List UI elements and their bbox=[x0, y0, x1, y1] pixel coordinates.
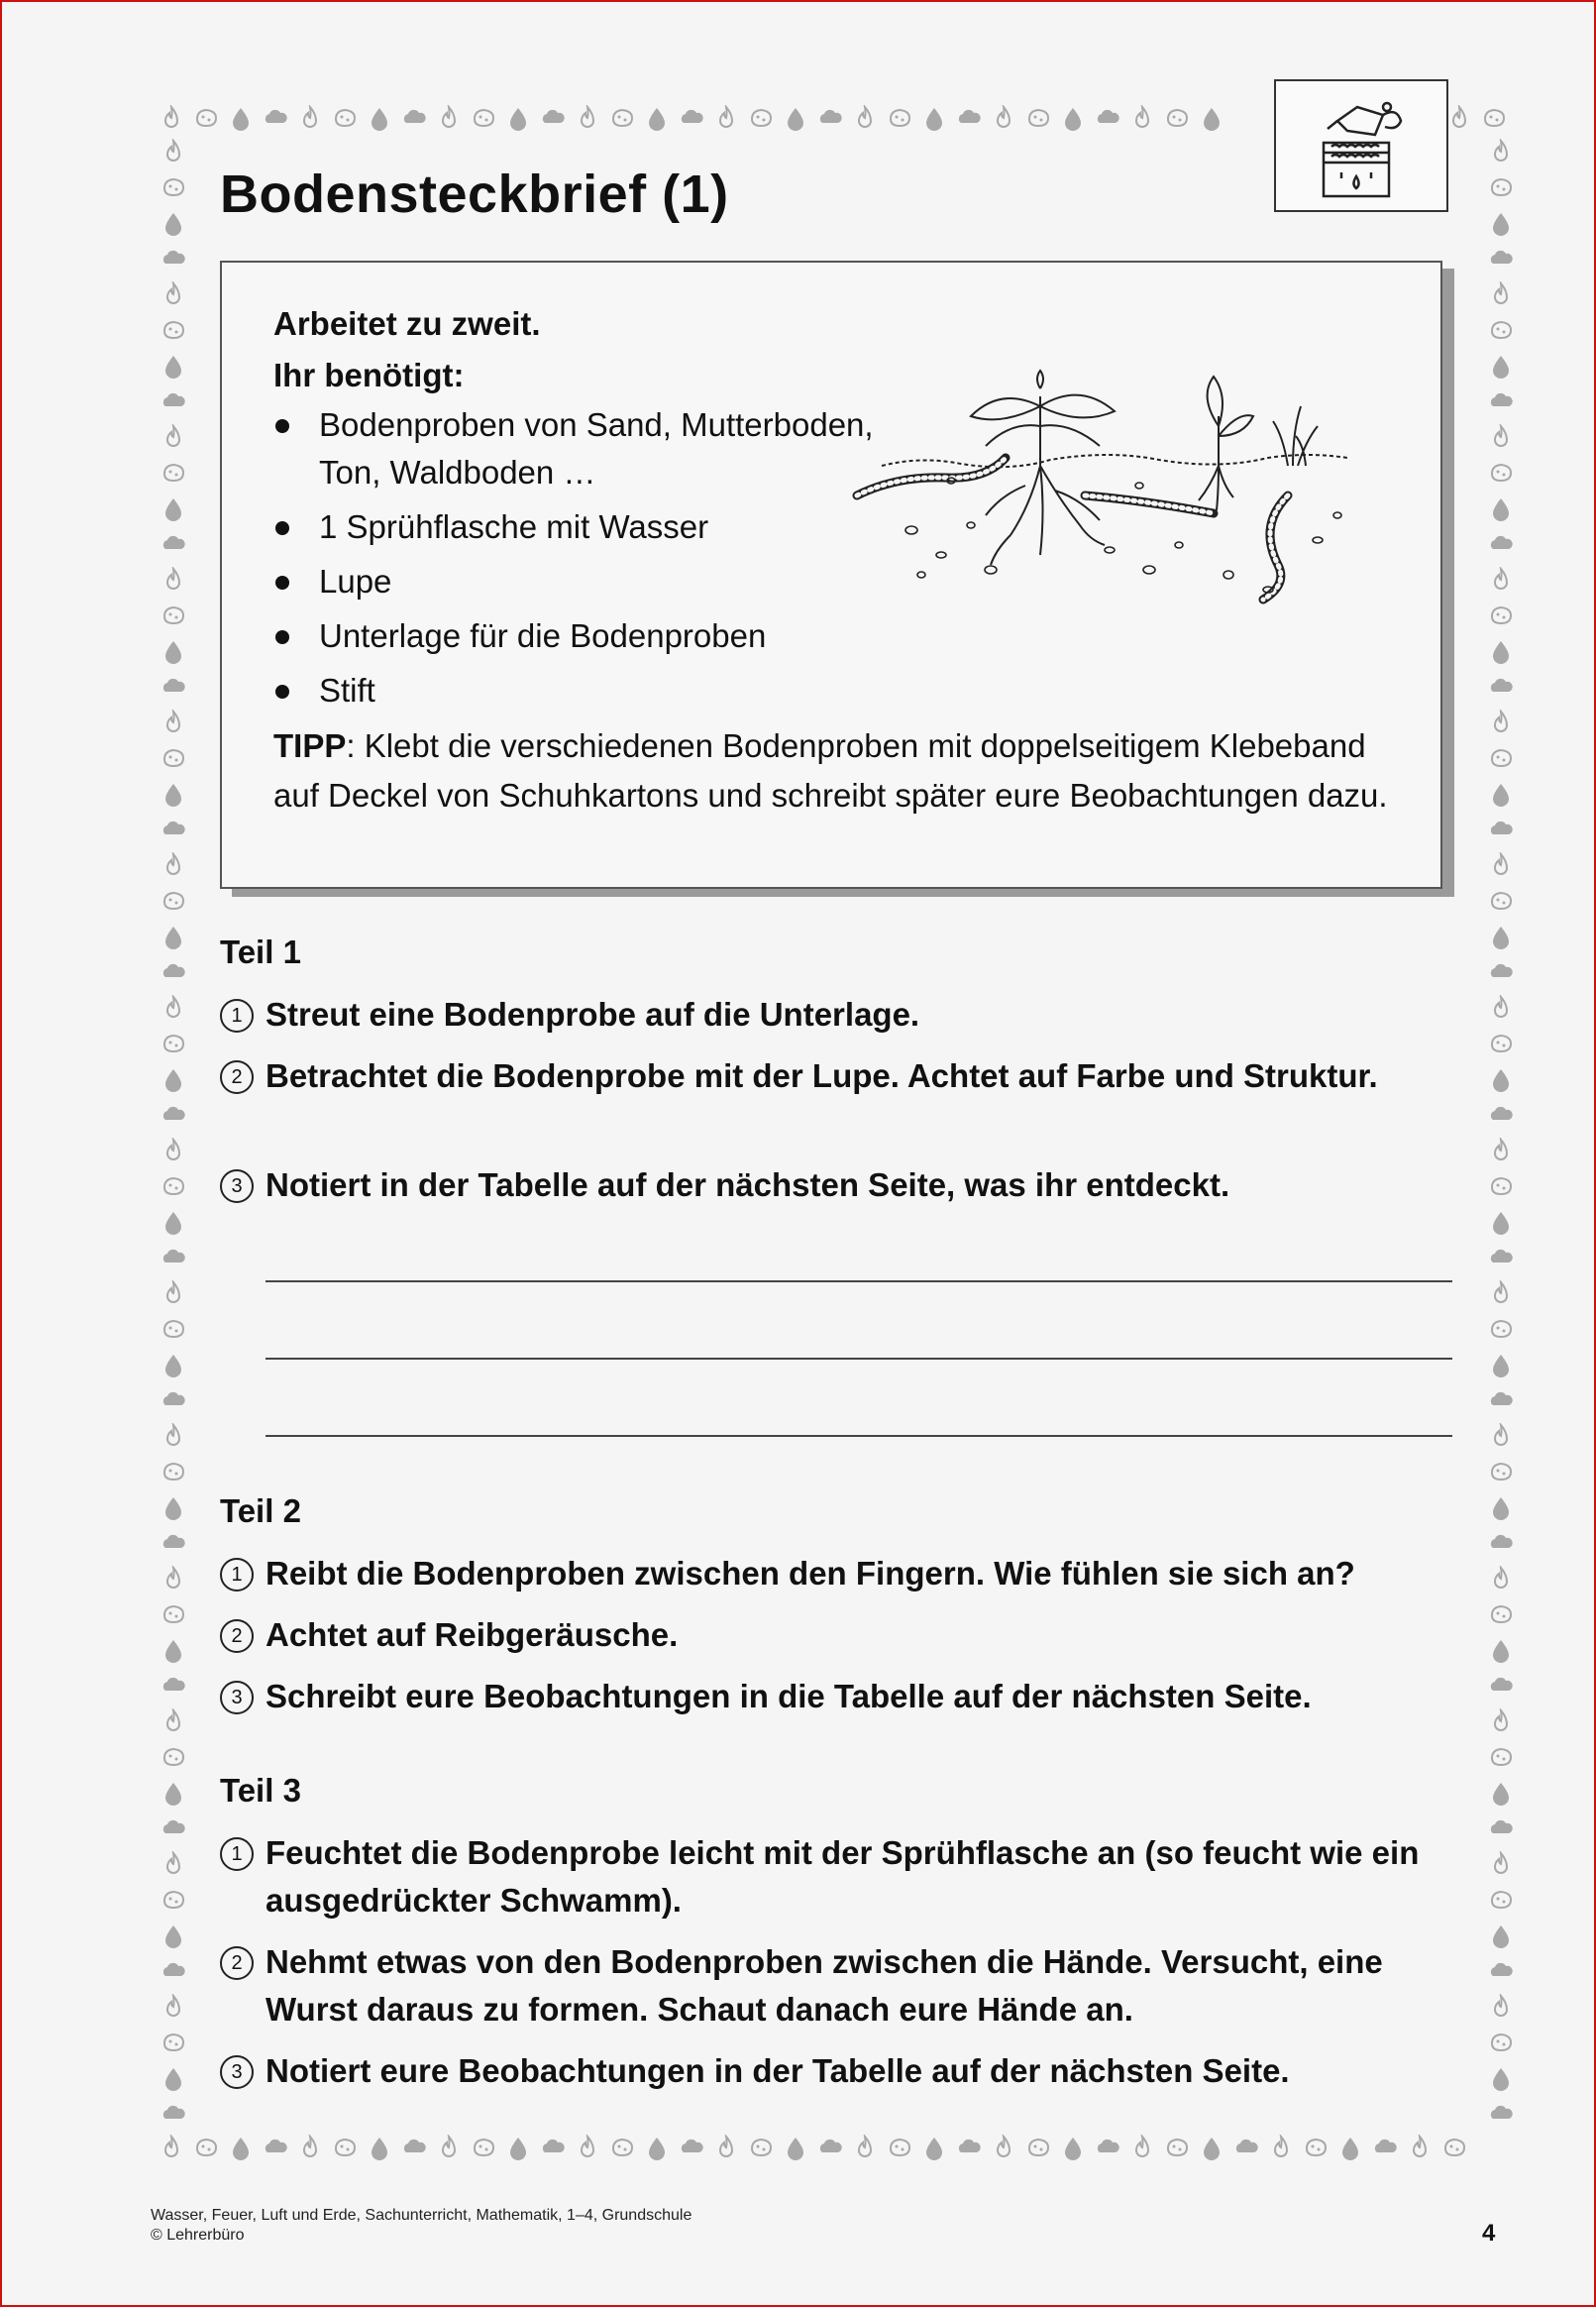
border-left bbox=[154, 139, 193, 2131]
watering-can-soil-icon bbox=[1276, 81, 1446, 210]
flame-icon bbox=[159, 2135, 184, 2160]
flame-icon bbox=[575, 2135, 600, 2160]
stone-icon bbox=[160, 174, 186, 200]
drop-icon bbox=[1488, 1922, 1514, 1948]
drop-icon bbox=[1199, 105, 1224, 131]
cloud-icon bbox=[160, 1387, 186, 1413]
flame-icon bbox=[1488, 1566, 1514, 1592]
drop-icon bbox=[1488, 1494, 1514, 1520]
flame-icon bbox=[160, 1566, 186, 1592]
flame-icon bbox=[297, 105, 323, 131]
footer-source-line2: © Lehrerbüro bbox=[151, 2227, 245, 2244]
step-number-icon: 1 bbox=[220, 1558, 254, 1592]
drop-icon bbox=[783, 105, 808, 131]
cloud-icon bbox=[401, 105, 427, 131]
cloud-icon bbox=[160, 817, 186, 842]
footer-source bbox=[151, 2206, 692, 2246]
teil1-step-2: 2 Betrachtet die Bodenprobe mit der Lupe. Achtet auf Farbe und Struktur. bbox=[220, 1052, 1448, 1100]
cloud-icon bbox=[263, 105, 288, 131]
cloud-icon bbox=[1095, 105, 1120, 131]
drop-icon bbox=[367, 2135, 392, 2160]
stone-icon bbox=[1025, 105, 1051, 131]
step-number-icon: 2 bbox=[220, 1946, 254, 1980]
tip-label: TIPP bbox=[273, 727, 347, 764]
drop-icon bbox=[160, 1637, 186, 1663]
drop-icon bbox=[228, 105, 254, 131]
flame-icon bbox=[713, 105, 739, 131]
drop-icon bbox=[160, 924, 186, 949]
drop-icon bbox=[1488, 924, 1514, 949]
stone-icon bbox=[1488, 1031, 1514, 1056]
cloud-icon bbox=[1488, 674, 1514, 700]
flame-icon bbox=[1488, 1423, 1514, 1449]
cloud-icon bbox=[263, 2135, 288, 2160]
flame-icon bbox=[852, 105, 878, 131]
soil-plants-worms-illustration bbox=[852, 367, 1367, 604]
drop-icon bbox=[160, 1922, 186, 1948]
border-bottom bbox=[159, 2129, 1526, 2166]
drop-icon bbox=[1488, 781, 1514, 807]
cloud-icon bbox=[956, 2135, 982, 2160]
drop-icon bbox=[1488, 2065, 1514, 2091]
stone-icon bbox=[160, 1173, 186, 1199]
flame-icon bbox=[1129, 105, 1155, 131]
cloud-icon bbox=[1233, 2135, 1259, 2160]
flame-icon bbox=[991, 2135, 1016, 2160]
flame-icon bbox=[160, 1708, 186, 1734]
drop-icon bbox=[367, 105, 392, 131]
drop-icon bbox=[505, 2135, 531, 2160]
drop-icon bbox=[505, 105, 531, 131]
drop-icon bbox=[160, 1780, 186, 1806]
stone-icon bbox=[160, 1887, 186, 1913]
drop-icon bbox=[1488, 1209, 1514, 1235]
stone-icon bbox=[471, 105, 496, 131]
stone-icon bbox=[1488, 888, 1514, 914]
flame-icon bbox=[1488, 1138, 1514, 1163]
stone-icon bbox=[609, 105, 635, 131]
bullet-icon bbox=[275, 576, 289, 590]
border-right bbox=[1481, 139, 1521, 2131]
stone-icon bbox=[748, 105, 774, 131]
flame-icon bbox=[297, 2135, 323, 2160]
stone-icon bbox=[887, 2135, 912, 2160]
cloud-icon bbox=[1488, 1815, 1514, 1841]
step-number-icon: 2 bbox=[220, 1619, 254, 1653]
drop-icon bbox=[160, 2065, 186, 2091]
drop-icon bbox=[160, 638, 186, 664]
stone-icon bbox=[1441, 2135, 1467, 2160]
bullet-icon bbox=[275, 521, 289, 535]
stone-icon bbox=[1488, 603, 1514, 628]
cloud-icon bbox=[679, 2135, 704, 2160]
drop-icon bbox=[1060, 2135, 1086, 2160]
stone-icon bbox=[609, 2135, 635, 2160]
stone-icon bbox=[1488, 1459, 1514, 1484]
answer-line[interactable] bbox=[266, 1280, 1452, 1282]
border-top bbox=[159, 99, 1258, 137]
drop-icon bbox=[160, 353, 186, 379]
bullet-icon bbox=[275, 419, 289, 433]
drop-icon bbox=[783, 2135, 808, 2160]
drop-icon bbox=[1488, 1780, 1514, 1806]
cloud-icon bbox=[160, 1958, 186, 1984]
drop-icon bbox=[1060, 105, 1086, 131]
bullet-icon bbox=[275, 685, 289, 699]
flame-icon bbox=[1488, 995, 1514, 1021]
cloud-icon bbox=[679, 105, 704, 131]
stone-icon bbox=[160, 888, 186, 914]
step-number-icon: 3 bbox=[220, 2055, 254, 2089]
flame-icon bbox=[436, 105, 462, 131]
stone-icon bbox=[332, 2135, 358, 2160]
stone-icon bbox=[160, 317, 186, 343]
stone-icon bbox=[1481, 105, 1507, 131]
teil2-heading: Teil 2 bbox=[220, 1492, 301, 1529]
flame-icon bbox=[1488, 424, 1514, 450]
page-number: 4 bbox=[1482, 2220, 1496, 2247]
drop-icon bbox=[1488, 1352, 1514, 1377]
flame-icon bbox=[160, 710, 186, 735]
teil1-step-3: 3 Notiert in der Tabelle auf der nächsten Seite, was ihr entdeckt. bbox=[220, 1161, 1468, 1209]
flame-icon bbox=[160, 424, 186, 450]
list-item: Unterlage für die Bodenproben bbox=[273, 612, 1413, 660]
list-item: Bodenproben von Sand, Mutterboden, Ton, Waldboden … bbox=[273, 401, 913, 496]
teil3-heading: Teil 3 bbox=[220, 1772, 301, 1809]
cloud-icon bbox=[160, 1673, 186, 1699]
cloud-icon bbox=[160, 1815, 186, 1841]
drop-icon bbox=[921, 105, 947, 131]
flame-icon bbox=[1268, 2135, 1294, 2160]
cloud-icon bbox=[1488, 1530, 1514, 1556]
step-number-icon: 2 bbox=[220, 1060, 254, 1094]
flame-icon bbox=[1488, 852, 1514, 878]
cloud-icon bbox=[1488, 1958, 1514, 1984]
cloud-icon bbox=[160, 959, 186, 985]
step-number-icon: 1 bbox=[220, 1837, 254, 1871]
list-item: Stift bbox=[273, 667, 1413, 714]
stone-icon bbox=[160, 603, 186, 628]
stone-icon bbox=[193, 105, 219, 131]
flame-icon bbox=[160, 1994, 186, 2020]
cloud-icon bbox=[160, 1530, 186, 1556]
stone-icon bbox=[887, 105, 912, 131]
drop-icon bbox=[160, 495, 186, 521]
list-item: Lupe bbox=[273, 558, 1413, 605]
drop-icon bbox=[160, 1066, 186, 1092]
cloud-icon bbox=[160, 531, 186, 557]
cloud-icon bbox=[1488, 1387, 1514, 1413]
cloud-icon bbox=[1488, 1673, 1514, 1699]
stone-icon bbox=[160, 460, 186, 486]
flame-icon bbox=[159, 105, 184, 131]
answer-line[interactable] bbox=[266, 1435, 1452, 1437]
flame-icon bbox=[852, 2135, 878, 2160]
stone-icon bbox=[471, 2135, 496, 2160]
cloud-icon bbox=[1095, 2135, 1120, 2160]
drop-icon bbox=[160, 210, 186, 236]
corner-icon-box bbox=[1274, 79, 1448, 212]
flame-icon bbox=[575, 105, 600, 131]
stone-icon bbox=[1488, 460, 1514, 486]
drop-icon bbox=[1488, 1637, 1514, 1663]
drop-icon bbox=[644, 2135, 670, 2160]
intro-text: Arbeitet zu zweit. bbox=[273, 305, 541, 342]
teil1-step-1: 1 Streut eine Bodenprobe auf die Unterlage. bbox=[220, 991, 1468, 1039]
stone-icon bbox=[160, 1031, 186, 1056]
flame-icon bbox=[1488, 1708, 1514, 1734]
cloud-icon bbox=[160, 246, 186, 272]
flame-icon bbox=[160, 995, 186, 1021]
flame-icon bbox=[1488, 1280, 1514, 1306]
flame-icon bbox=[160, 1280, 186, 1306]
cloud-icon bbox=[540, 105, 566, 131]
flame-icon bbox=[1488, 710, 1514, 735]
stone-icon bbox=[1488, 1316, 1514, 1342]
tip-body: : Klebt die verschiedenen Bodenproben mit doppelseitigem Klebeband auf Deckel von Schuhkartons und schreibt später eure Beobachtungen dazu. bbox=[273, 727, 1388, 814]
drop-icon bbox=[1199, 2135, 1224, 2160]
bullet-icon bbox=[275, 630, 289, 644]
cloud-icon bbox=[817, 105, 843, 131]
cloud-icon bbox=[160, 388, 186, 414]
step-number-icon: 3 bbox=[220, 1681, 254, 1714]
drop-icon bbox=[644, 105, 670, 131]
needed-heading: Ihr benötigt: bbox=[273, 357, 465, 393]
cloud-icon bbox=[540, 2135, 566, 2160]
page-title: Bodensteckbrief (1) bbox=[220, 165, 729, 224]
flame-icon bbox=[160, 1851, 186, 1877]
cloud-icon bbox=[160, 674, 186, 700]
cloud-icon bbox=[1488, 959, 1514, 985]
cloud-icon bbox=[1488, 1245, 1514, 1270]
stone-icon bbox=[1488, 317, 1514, 343]
cloud-icon bbox=[1488, 531, 1514, 557]
teil1-heading: Teil 1 bbox=[220, 934, 301, 970]
flame-icon bbox=[160, 567, 186, 593]
flame-icon bbox=[1488, 567, 1514, 593]
stone-icon bbox=[1488, 1744, 1514, 1770]
drop-icon bbox=[1488, 638, 1514, 664]
stone-icon bbox=[748, 2135, 774, 2160]
flame-icon bbox=[1488, 139, 1514, 165]
drop-icon bbox=[228, 2135, 254, 2160]
flame-icon bbox=[436, 2135, 462, 2160]
cloud-icon bbox=[160, 1102, 186, 1128]
drop-icon bbox=[1488, 1066, 1514, 1092]
cloud-icon bbox=[1488, 1102, 1514, 1128]
footer-source-line1: Wasser, Feuer, Luft und Erde, Sachunterricht, Mathematik, 1–4, Grundschule bbox=[151, 2207, 692, 2224]
drop-icon bbox=[160, 781, 186, 807]
drop-icon bbox=[160, 1352, 186, 1377]
drop-icon bbox=[921, 2135, 947, 2160]
teil2-step-1: 1 Reibt die Bodenproben zwischen den Fingern. Wie fühlen sie sich an? bbox=[220, 1550, 1468, 1597]
flame-icon bbox=[160, 281, 186, 307]
drop-icon bbox=[160, 1209, 186, 1235]
stone-icon bbox=[160, 1459, 186, 1484]
cloud-icon bbox=[1488, 246, 1514, 272]
flame-icon bbox=[1129, 2135, 1155, 2160]
stone-icon bbox=[1164, 105, 1190, 131]
teil3-step-2: 2 Nehmt etwas von den Bodenproben zwischen die Hände. Versucht, eine Wurst daraus zu formen. Schaut danach eure Hände an. bbox=[220, 1938, 1429, 2033]
teil2-step-2: 2 Achtet auf Reibgeräusche. bbox=[220, 1611, 1468, 1659]
list-item: 1 Sprühflasche mit Wasser bbox=[273, 503, 1413, 551]
drop-icon bbox=[160, 1494, 186, 1520]
stone-icon bbox=[1488, 1173, 1514, 1199]
flame-icon bbox=[1407, 2135, 1433, 2160]
stone-icon bbox=[1488, 1887, 1514, 1913]
stone-icon bbox=[160, 745, 186, 771]
cloud-icon bbox=[817, 2135, 843, 2160]
cloud-icon bbox=[956, 105, 982, 131]
drop-icon bbox=[1488, 353, 1514, 379]
cloud-icon bbox=[1488, 2101, 1514, 2127]
border-top-right bbox=[1446, 99, 1516, 137]
stone-icon bbox=[1488, 2030, 1514, 2055]
teil2-step-3: 3 Schreibt eure Beobachtungen in die Tabelle auf der nächsten Seite. bbox=[220, 1673, 1468, 1720]
stone-icon bbox=[332, 105, 358, 131]
flame-icon bbox=[1488, 1851, 1514, 1877]
flame-icon bbox=[160, 1138, 186, 1163]
tip-text bbox=[273, 721, 1403, 821]
cloud-icon bbox=[401, 2135, 427, 2160]
stone-icon bbox=[160, 1744, 186, 1770]
teil3-step-3: 3 Notiert eure Beobachtungen in der Tabelle auf der nächsten Seite. bbox=[220, 2047, 1468, 2095]
step-number-icon: 3 bbox=[220, 1169, 254, 1203]
cloud-icon bbox=[1488, 388, 1514, 414]
cloud-icon bbox=[160, 1245, 186, 1270]
stone-icon bbox=[193, 2135, 219, 2160]
flame-icon bbox=[1488, 281, 1514, 307]
flame-icon bbox=[713, 2135, 739, 2160]
cloud-icon bbox=[1488, 817, 1514, 842]
flame-icon bbox=[160, 852, 186, 878]
stone-icon bbox=[1164, 2135, 1190, 2160]
stone-icon bbox=[1025, 2135, 1051, 2160]
stone-icon bbox=[1303, 2135, 1329, 2160]
drop-icon bbox=[1488, 210, 1514, 236]
flame-icon bbox=[160, 1423, 186, 1449]
flame-icon bbox=[991, 105, 1016, 131]
stone-icon bbox=[160, 1316, 186, 1342]
stone-icon bbox=[1488, 745, 1514, 771]
stone-icon bbox=[1488, 1601, 1514, 1627]
step-number-icon: 1 bbox=[220, 999, 254, 1033]
teil3-step-1: 1 Feuchtet die Bodenprobe leicht mit der Sprühflasche an (so feucht wie ein ausgedrückter Schwamm). bbox=[220, 1829, 1468, 1924]
cloud-icon bbox=[160, 2101, 186, 2127]
flame-icon bbox=[1488, 1994, 1514, 2020]
drop-icon bbox=[1337, 2135, 1363, 2160]
cloud-icon bbox=[1372, 2135, 1398, 2160]
drop-icon bbox=[1488, 495, 1514, 521]
stone-icon bbox=[1488, 174, 1514, 200]
flame-icon bbox=[1446, 105, 1472, 131]
answer-line[interactable] bbox=[266, 1358, 1452, 1360]
stone-icon bbox=[160, 1601, 186, 1627]
stone-icon bbox=[160, 2030, 186, 2055]
flame-icon bbox=[160, 139, 186, 165]
